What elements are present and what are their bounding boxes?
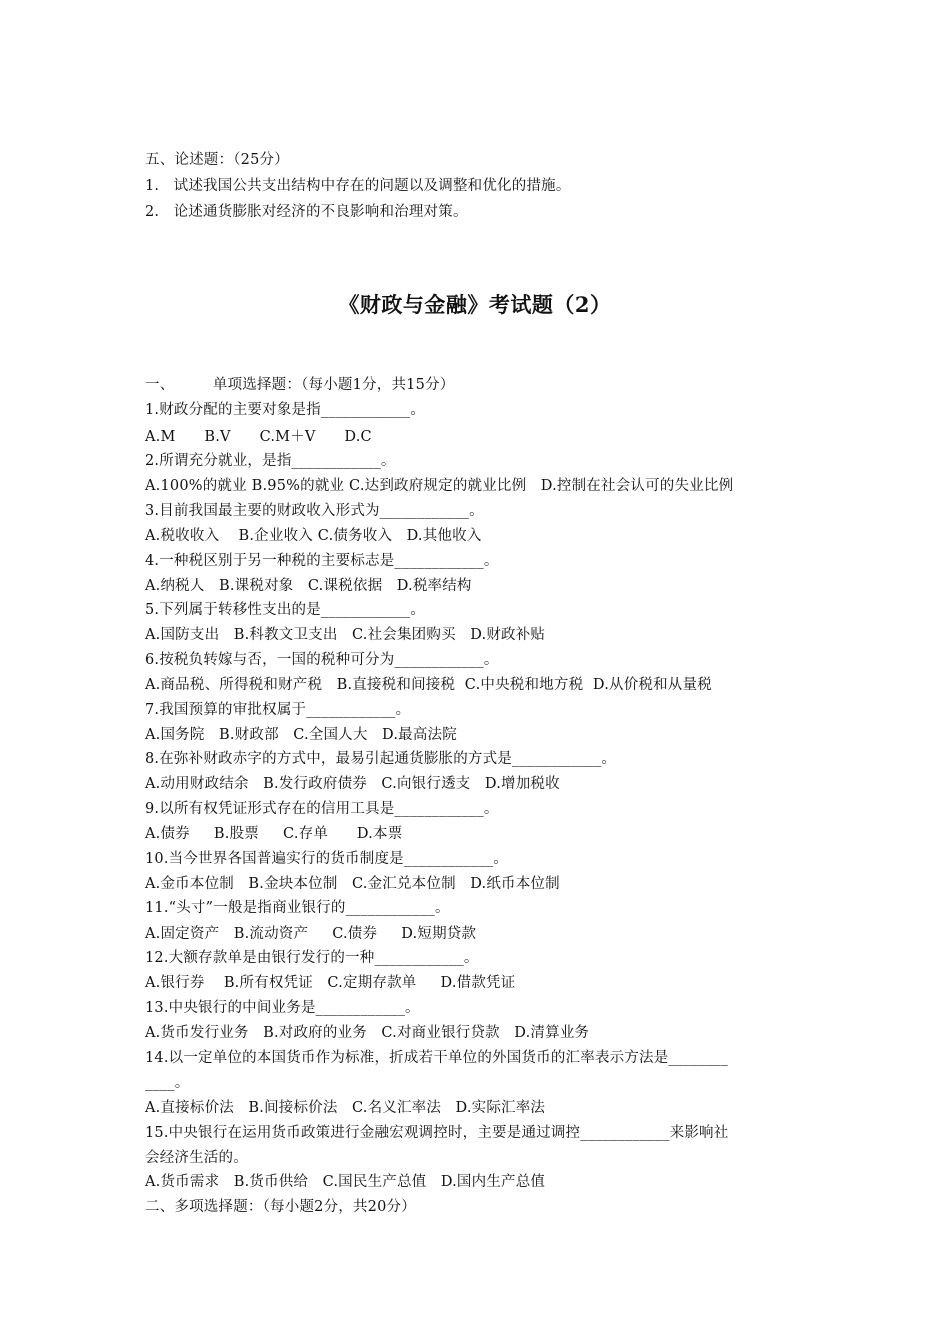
essay-question-1: 1. 试述我国公共支出结构中存在的问题以及调整和优化的措施。 [145, 178, 571, 194]
option-line: A.国务院 B.财政部 C.全国人大 D.最高法院 [145, 727, 457, 743]
option-line: A.货币需求 B.货币供给 C.国民生产总值 D.国内生产总值 [145, 1174, 546, 1190]
option-line: A.纳税人 B.课税对象 C.课税依据 D.税率结构 [145, 578, 472, 594]
question-line: 1.财政分配的主要对象是指____________。 [145, 402, 426, 418]
question-line-continued: ____。 [145, 1075, 190, 1091]
section-heading-essay: 五、论述题：（25分） [145, 152, 289, 168]
question-line: 8.在弥补财政赤字的方式中，最易引起通货膨胀的方式是____________。 [145, 751, 617, 767]
question-line: 6.按税负转嫁与否，一国的税种可分为____________。 [145, 652, 499, 668]
question-line: 3.目前我国最主要的财政收入形式为____________。 [145, 503, 484, 519]
option-line: A.税收收入 B.企业收入 C.债务收入 D.其他收入 [145, 528, 482, 544]
option-line: A.固定资产 B.流动资产 C.债券 D.短期贷款 [145, 926, 477, 942]
question-line: 11.“头寸”一般是指商业银行的____________。 [145, 900, 450, 916]
exam-title: 《财政与金融》考试题（2） [338, 292, 612, 317]
question-line: 5.下列属于转移性支出的是____________。 [145, 602, 426, 618]
option-line: A.银行券 B.所有权凭证 C.定期存款单 D.借款凭证 [145, 975, 516, 991]
question-line: 9.以所有权凭证形式存在的信用工具是____________。 [145, 801, 499, 817]
option-line: A.金币本位制 B.金块本位制 C.金汇兑本位制 D.纸币本位制 [145, 876, 560, 892]
question-line: 14.以一定单位的本国货币作为标准，折成若干单位的外国货币的汇率表示方法是________ [145, 1050, 729, 1066]
question-line: 10.当今世界各国普遍实行的货币制度是____________。 [145, 851, 508, 867]
option-line: A.货币发行业务 B.对政府的业务 C.对商业银行贷款 D.清算业务 [145, 1025, 590, 1041]
option-line: A.债券 B.股票 C.存单 D.本票 [145, 826, 403, 842]
question-line: 12.大额存款单是由银行发行的一种____________。 [145, 950, 479, 966]
option-line: A.100%的就业 B.95%的就业 C.达到政府规定的就业比例 D.控制在社会认可的失业比例 [145, 478, 734, 494]
question-line-continued: 会经济生活的。 [145, 1150, 248, 1166]
option-line: A.动用财政结余 B.发行政府债券 C.向银行透支 D.增加税收 [145, 776, 560, 792]
question-line: 15.中央银行在运用货币政策进行金融宏观调控时，主要是通过调控____________来影响社 [145, 1125, 729, 1141]
question-line: 2.所谓充分就业，是指____________。 [145, 453, 396, 469]
option-line: A.直接标价法 B.间接标价法 C.名义汇率法 D.实际汇率法 [145, 1100, 546, 1116]
question-line: 7.我国预算的审批权属于____________。 [145, 702, 411, 718]
section-heading-multiple-choice: 二、多项选择题：（每小题2分，共20分） [145, 1199, 416, 1215]
option-line: A.国防支出 B.科教文卫支出 C.社会集团购买 D.财政补贴 [145, 627, 546, 643]
option-line: A.商品税、所得税和财产税 B.直接税和间接税 C.中央税和地方税 D.从价税和从量税 [145, 677, 712, 693]
essay-question-2: 2. 论述通货膨胀对经济的不良影响和治理对策。 [145, 204, 468, 220]
section-heading-single-choice: 一、 单项选择题：（每小题1分，共15分） [145, 377, 455, 393]
question-line: 13.中央银行的中间业务是____________。 [145, 1000, 420, 1016]
option-line: A.M B.V C.M＋V D.C [145, 429, 372, 445]
question-line: 4.一种税区别于另一种税的主要标志是____________。 [145, 553, 499, 569]
